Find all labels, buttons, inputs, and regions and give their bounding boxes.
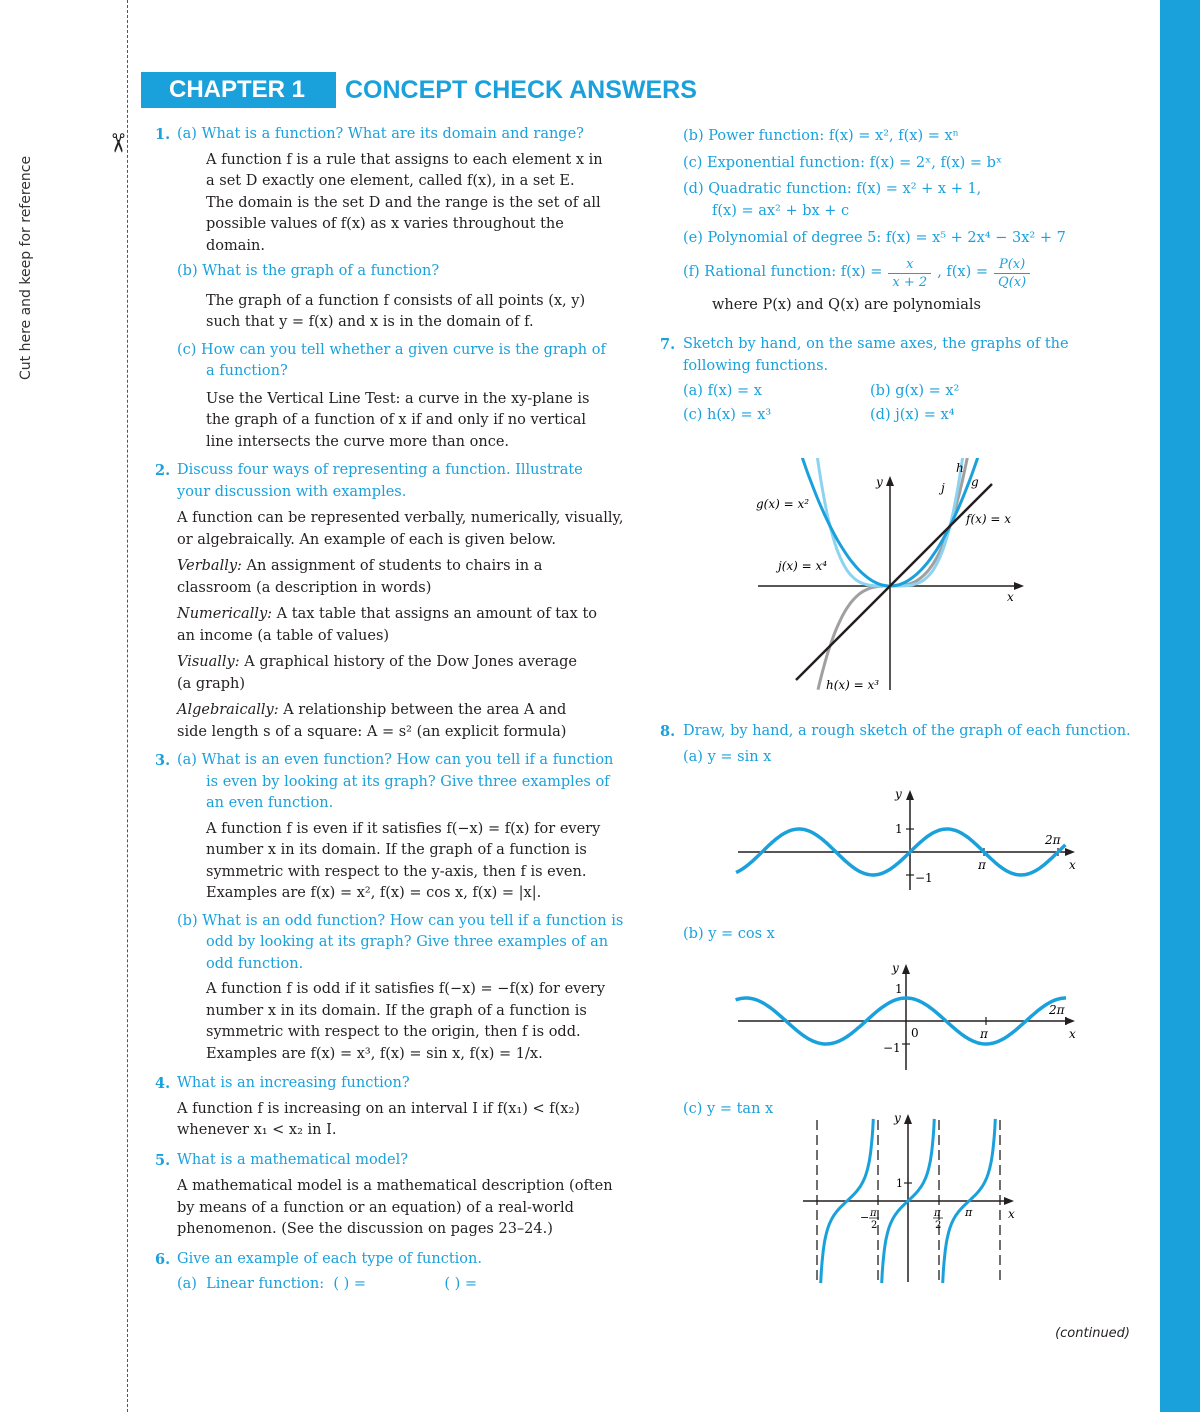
q7a: (a) f(x) = x [683,383,762,399]
neg-one-label: −1 [915,871,933,885]
q6e-polynomial: (e) Polynomial of degree 5: f(x) = x⁵ + 2x⁴ − 3x² + 7 [683,230,1066,246]
q7b: (b) g(x) = x² [870,383,960,399]
q6f-note: where P(x) and Q(x) are polynomials [712,296,981,313]
fraction-2-den: Q(x) [994,273,1030,291]
algebraic-text: A relationship between the area A and side length s of a square: A = s² (an explicit formula) [177,702,567,740]
rational-label: (f) Rational function: f(x) = [683,264,883,281]
y-axis-label: y [892,961,899,975]
question-number: 1. [155,126,171,143]
y-axis-arrow [904,1114,912,1124]
q6d-quadratic: (d) Quadratic function: f(x) = x² + x + 1, [683,181,982,197]
y-axis-arrow [906,790,914,800]
question-number: 8. [660,723,676,740]
x-axis-label: x [1069,858,1076,872]
q1b-answer: The graph of a function f consists of all points (x, y) such that y = f(x) and x is in the domain of f. [206,292,586,330]
question-7 [660,334,1140,429]
right-column [660,126,1140,429]
q5-answer: A mathematical model is a mathematical description (often by means of a function or an equation) of a real-world phenomenon. (See the discussion on pages 23–24.) [177,1178,613,1237]
question-1 [150,124,630,453]
fraction-1-den: x + 2 [888,273,931,291]
y-axis-label: y [876,475,883,489]
pi2-den: 2 [935,1220,942,1231]
q2-algebraic [150,700,597,743]
y-axis-arrow [886,476,894,486]
q4-question: What is an increasing function? [177,1075,410,1091]
q8c-tan: (c) y = tan x [683,1101,774,1117]
cut-line [127,0,128,1412]
q8b-cos: (b) y = cos x [683,926,775,942]
question-6 [150,1249,630,1296]
q8a-sin: (a) y = sin x [683,748,772,765]
two-pi-label: 2π [1049,1003,1065,1017]
q1b-question: (b) What is the graph of a function? [177,263,440,279]
q6f-rational [660,256,1140,291]
two-pi-label: 2π [1045,833,1061,847]
neg-pi2-num: π [870,1208,877,1219]
one-label: 1 [895,822,903,836]
h-label: h(x) = x³ [826,678,880,692]
fraction-2-num: P(x) [998,256,1026,272]
q8-question: Draw, by hand, a rough sketch of the graph of each function. [683,723,1131,739]
pi-label: π [980,1027,988,1041]
algebraic-label: Algebraically: [177,702,279,718]
question-number: 4. [155,1075,171,1092]
q2-answer: A function can be represented verbally, numerically, visually, or algebraically. An example of each is given below. [177,510,624,548]
pi-label: π [965,1206,973,1219]
one-label: 1 [896,1177,903,1190]
h-top-label: h [956,461,964,475]
q3a-question: (a) What is an even function? How can you tell if a function is even by looking at its graph? Give three examples of an even function. [177,752,614,811]
neg-one-label: −1 [883,1041,901,1055]
question-5 [150,1150,630,1241]
q7-parts [660,381,1140,429]
fraction-1 [888,256,931,291]
y-axis-label: y [894,1111,901,1125]
q1a-answer: A function f is a rule that assigns to each element x in a set D exactly one element, called f(x), in a set E. The domain is the set D and the range is the set of all possible values of f(x) as x varies throughout the domain. [206,151,603,254]
question-3 [150,750,630,1065]
visual-label: Visually: [177,654,240,670]
q5-question: What is a mathematical model? [177,1151,409,1168]
zero-label: 0 [911,1026,919,1040]
y-axis-label: y [895,787,902,801]
tangent-graph [800,1110,1025,1285]
verbal-text: An assignment of students to chairs in a classroom (a description in words) [177,558,543,596]
pi-label: π [978,858,986,872]
f-label: f(x) = x [966,512,1012,526]
q7d: (d) j(x) = x⁴ [870,407,955,423]
visual-text: A graphical history of the Dow Jones average (a graph) [177,654,577,692]
cosine-graph [735,958,1085,1073]
q2-question: Discuss four ways of representing a function. Illustrate your discussion with examples. [177,462,583,500]
x-axis-label: x [1008,1207,1015,1221]
question-number: 3. [155,752,171,769]
q3b-answer: A function f is odd if it satisfies f(−x) = −f(x) for every number x in its domain. If the graph of a function is symmetric with respect to the origin, then f is odd. Examples are f(x) = x³, f(x) = sin x, f(x) = 1/x. [206,981,606,1062]
fraction-1-num: x [906,256,914,272]
q7c: (c) h(x) = x³ [683,407,772,423]
q6-question: Give an example of each type of function. [177,1250,482,1267]
g-label: g(x) = x² [756,497,810,511]
j-label: j(x) = x⁴ [778,559,828,573]
neg-pi2-sign: − [860,1211,870,1224]
side-color-bar [1160,0,1200,1412]
question-number: 7. [660,336,676,353]
cut-here-text: Cut here and keep for reference [18,155,34,380]
left-column [150,124,630,1296]
x-axis-arrow [1004,1197,1014,1205]
q4-answer: A function f is increasing on an interval I if f(x₁) < f(x₂) whenever x₁ < x₂ in I. [177,1100,580,1138]
q2-numeric [150,604,617,647]
numeric-text: A tax table that assigns an amount of tax to an income (a table of values) [177,606,598,644]
x-axis-label: x [1007,590,1014,604]
q6b-power: (b) Power function: f(x) = x², f(x) = xⁿ [683,128,959,144]
page-title: CONCEPT CHECK ANSWERS [345,76,697,104]
q1a-question: (a) What is a function? What are its domain and range? [177,126,584,142]
q6c-exponential: (c) Exponential function: f(x) = 2ˣ, f(x) = bˣ [683,154,1003,171]
sine-graph [735,782,1085,892]
power-functions-graph [740,458,1040,698]
g-top-label: g [971,475,979,489]
question-number: 2. [155,462,171,479]
question-number: 6. [155,1250,171,1268]
y-axis-arrow [902,964,910,974]
x-axis-arrow [1014,582,1024,590]
q6d-quadratic-general: f(x) = ax² + bx + c [712,202,850,219]
numeric-label: Numerically: [177,606,273,622]
one-label: 1 [895,982,903,996]
q3a-answer: A function f is even if it satisfies f(−x) = f(x) for every number x in its domain. If the graph of a function is symmetric with respect to the y-axis, then f is even. Examples are f(x) = x², f(x) = cos x, f(x) = |x|. [206,820,601,901]
continued-note: (continued) [1055,1326,1130,1341]
scissors-icon: ✂ [101,132,132,154]
q2-verbal [150,556,617,599]
question-8 [660,721,1140,768]
q3b-question: (b) What is an odd function? How can you tell if a function is odd by looking at its graph? Give three examples of an odd function. [177,912,624,972]
question-4 [150,1073,630,1142]
q6a-linear: (a) Linear function: ( ) = ( ) = [177,1276,478,1292]
question-number: 5. [155,1151,171,1169]
x-axis-arrow [1065,848,1075,856]
fraction-2 [994,256,1030,291]
verbal-label: Verbally: [177,558,242,574]
q1c-question: (c) How can you tell whether a given curve is the graph of a function? [177,341,606,379]
chapter-label: CHAPTER 1 [141,72,336,108]
neg-pi2-den: 2 [871,1220,878,1231]
rational-mid: , f(x) = [937,264,989,281]
q7-question: Sketch by hand, on the same axes, the graphs of the following functions. [683,336,1069,374]
question-2 [150,460,630,743]
j-top-label: j [941,481,945,495]
x-axis-label: x [1069,1027,1076,1041]
q2-visual [150,652,577,695]
pi2-num: π [934,1208,941,1219]
q1c-answer: Use the Vertical Line Test: a curve in the xy-plane is the graph of a function of x if and only if no vertical line intersects the curve more than once. [206,390,590,450]
